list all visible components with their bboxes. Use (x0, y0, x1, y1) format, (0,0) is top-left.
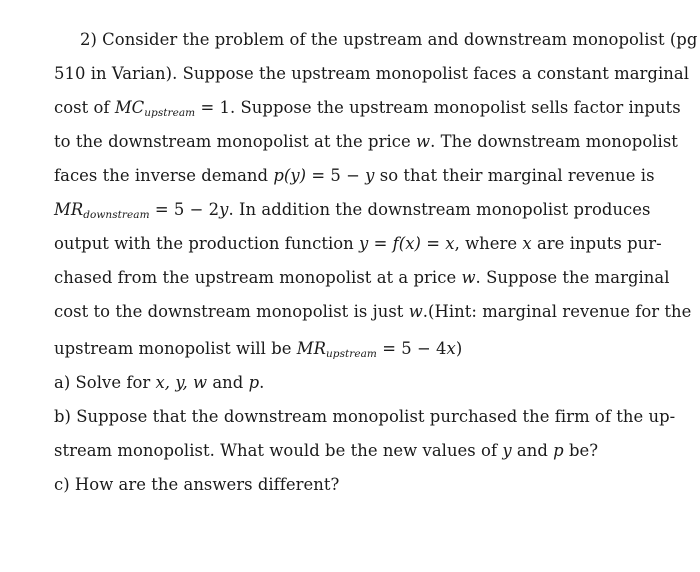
part-b-line-1 (54, 407, 676, 427)
text: .(Hint: marginal revenue for the (422, 302, 692, 321)
math-subscript: upstream (326, 348, 377, 360)
text: . Suppose the marginal (475, 268, 670, 287)
text: to the downstream monopolist at the price (54, 132, 416, 151)
math-p-of-y: p(y) (273, 166, 307, 185)
text: stream monopolist. What would be the new values of (54, 441, 503, 460)
math-subscript: downstream (83, 209, 150, 221)
text: 2) Consider the problem of the upstream and downstream monopolist (pg (80, 30, 698, 49)
math-mc: MC (114, 98, 145, 117)
text: b) Suppose that the downstream monopolist purchased the firm of the up- (54, 407, 676, 426)
math-mr: MR (296, 339, 326, 358)
text: Suppose the upstream monopolist sells factor inputs (235, 98, 681, 117)
math-variables: x, y, w (155, 373, 208, 392)
text: . The downstream monopolist (430, 132, 678, 151)
math-mr: MR (54, 200, 84, 219)
text: so that their marginal revenue is (374, 166, 655, 185)
math-production-function: y = f(x) = x (359, 234, 455, 253)
problem-line-8 (54, 268, 670, 288)
math-subscript: upstream (144, 107, 196, 119)
problem-line-5 (54, 166, 655, 186)
text: cost of (54, 98, 115, 117)
problem-line-9 (54, 302, 692, 322)
math-p: p (248, 373, 260, 392)
math-equals: = 1. (200, 98, 236, 117)
problem-line-6 (54, 200, 651, 222)
math-y: y (502, 441, 512, 460)
text: cost to the downstream monopolist is just (54, 302, 409, 321)
problem-line-10 (54, 339, 630, 361)
math-equals: = 5 − (311, 166, 366, 185)
text: and (207, 373, 249, 392)
part-c (54, 475, 630, 495)
text: output with the production function (54, 234, 360, 253)
part-a (54, 373, 630, 393)
text: upstream monopolist will be (54, 339, 297, 358)
math-x: x (522, 234, 532, 253)
text: c) How are the answers different? (54, 475, 340, 494)
text: 510 in Varian). Suppose the upstream monopolist faces a constant marginal (54, 64, 689, 83)
math-w: w (461, 268, 476, 287)
part-b-line-2 (54, 441, 630, 461)
text: , where (454, 234, 523, 253)
text: . In addition the downstream monopolist produces (228, 200, 651, 219)
problem-line-1 (80, 30, 698, 50)
math-y: y (219, 200, 229, 219)
text: and (511, 441, 554, 460)
math-equals: = 5 − 4 (382, 339, 447, 358)
math-y: y (365, 166, 375, 185)
text: . (259, 373, 265, 392)
text: faces the inverse demand (54, 166, 274, 185)
math-w: w (416, 132, 431, 151)
problem-line-3 (54, 98, 681, 120)
text: are inputs pur- (531, 234, 662, 253)
math-x: x (446, 339, 456, 358)
problem-line-7 (54, 234, 662, 254)
text: be? (563, 441, 599, 460)
problem-line-2 (54, 64, 689, 84)
math-p: p (553, 441, 564, 460)
problem-line-4 (54, 132, 678, 152)
text: a) Solve for (54, 373, 156, 392)
math-equals: = 5 − 2 (154, 200, 220, 219)
text: chased from the upstream monopolist at a price (54, 268, 462, 287)
math-w: w (408, 302, 423, 321)
text: ) (455, 339, 463, 358)
